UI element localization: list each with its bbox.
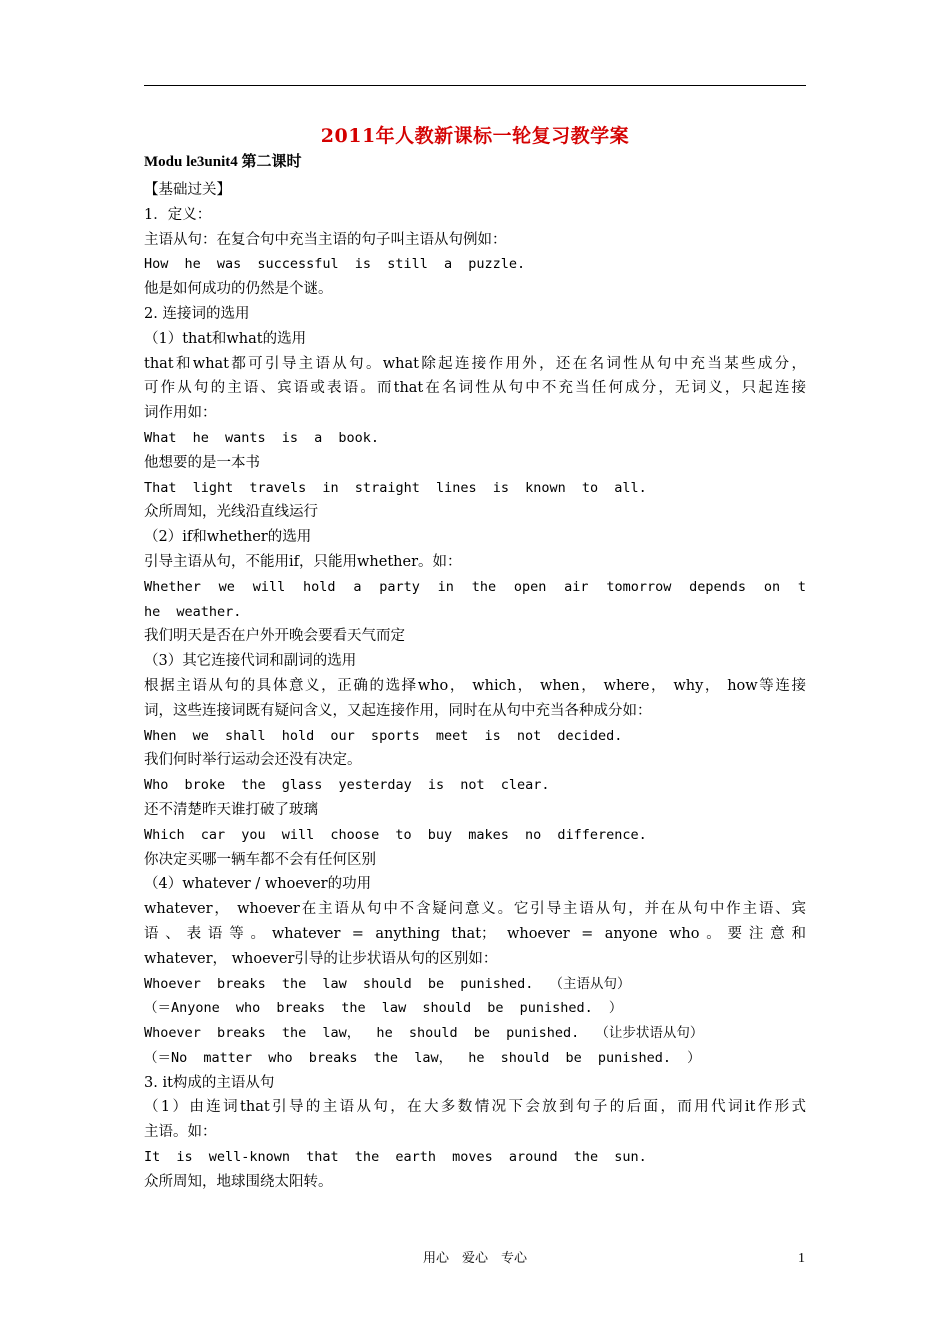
sub-heading: （2）if和whether的选用 — [144, 529, 312, 546]
translation-line: 你决定买哪一辆车都不会有任何区别 — [144, 851, 376, 868]
paragraph-line: 语、表语等。whatever = anything that； whoever = anyone who。要注意和 — [144, 925, 806, 942]
sub-heading: （1）that和what的选用 — [144, 330, 307, 347]
paragraph-line: 词作用如： — [144, 405, 217, 422]
document-body — [144, 178, 806, 1195]
translation-line: 他是如何成功的仍然是个谜。 — [144, 281, 333, 298]
paragraph-line: 词，这些连接词既有疑问含义，又起连接作用，同时在从句中充当各种成分如： — [144, 702, 652, 719]
example-sentence: Whoever breaks the law should be punished. （主语从句） — [144, 975, 631, 992]
section-heading: 【基础过关】 — [144, 182, 231, 198]
paragraph-line: （1）由连词that引导的主语从句，在大多数情况下会放到句子的后面，而用代词it作形式 — [144, 1099, 806, 1116]
paragraph-line: that和what都可引导主语从句。what除起连接作用外，还在名词性从句中充当某些成分， — [144, 355, 806, 372]
sub-heading: （3）其它连接代词和副词的选用 — [144, 653, 357, 670]
page-number: 1 — [798, 1251, 805, 1266]
paragraph-line: 根据主语从句的具体意义，正确的选择who， which， when， where， why， how等连接 — [144, 677, 806, 694]
header-rule — [144, 85, 806, 86]
lesson-subtitle: Modu le3unit4 第二课时 — [144, 154, 302, 170]
paragraph-line: 主语。如： — [144, 1124, 217, 1141]
example-sentence: It is well-known that the earth moves around the sun. — [144, 1149, 647, 1166]
translation-line: 我们明天是否在户外开晚会要看天气而定 — [144, 628, 405, 645]
translation-line: 众所周知，光线沿直线运行 — [144, 504, 318, 521]
example-sentence: Whether we will hold a party in the open air tomorrow depends on t — [144, 578, 806, 595]
example-sentence: Who broke the glass yesterday is not clear. — [144, 777, 550, 794]
paragraph-line: whatever， whoever引导的让步状语从句的区别如： — [144, 950, 498, 967]
example-sentence: （＝No matter who breaks the law， he should be punished. ） — [144, 1049, 701, 1066]
paragraph-line: 引导主语从句，不能用if，只能用whether。如： — [144, 553, 462, 570]
paragraph-line: 主语从句：在复合句中充当主语的句子叫主语从句例如： — [144, 231, 507, 248]
example-sentence: That light travels in straight lines is known to all. — [144, 479, 647, 496]
example-sentence: Which car you will choose to buy makes no difference. — [144, 826, 647, 843]
numbered-heading: 2. 连接词的选用 — [144, 305, 250, 322]
paragraph-line: 可作从句的主语、宾语或表语。而that在名词性从句中不充当任何成分，无词义，只起连接 — [144, 380, 806, 397]
numbered-heading: 3. it构成的主语从句 — [144, 1074, 275, 1091]
example-sentence: How he was successful is still a puzzle. — [144, 256, 526, 273]
sub-heading: （4）whatever / whoever的功用 — [144, 876, 372, 893]
example-sentence: What he wants is a book. — [144, 429, 380, 446]
footer-motto: 用心 爱心 专心 — [422, 1251, 527, 1266]
document-title: 2011年人教新课标一轮复习教学案 — [320, 125, 630, 147]
translation-line: 他想要的是一本书 — [144, 454, 260, 471]
paragraph-line: whatever， whoever在主语从句中不含疑问意义。它引导主语从句，并在从句中作主语、宾 — [144, 901, 806, 918]
translation-line: 还不清楚昨天谁打破了玻璃 — [144, 801, 318, 818]
example-sentence: he weather. — [144, 603, 242, 620]
example-sentence: When we shall hold our sports meet is not decided. — [144, 727, 623, 744]
example-sentence: （＝Anyone who breaks the law should be punished. ） — [144, 1000, 623, 1017]
example-sentence: Whoever breaks the law， he should be punished. （让步状语从句） — [144, 1025, 704, 1042]
translation-line: 众所周知，地球围绕太阳转。 — [144, 1173, 333, 1190]
numbered-heading: 1．定义： — [144, 206, 212, 223]
translation-line: 我们何时举行运动会还没有决定。 — [144, 752, 362, 769]
